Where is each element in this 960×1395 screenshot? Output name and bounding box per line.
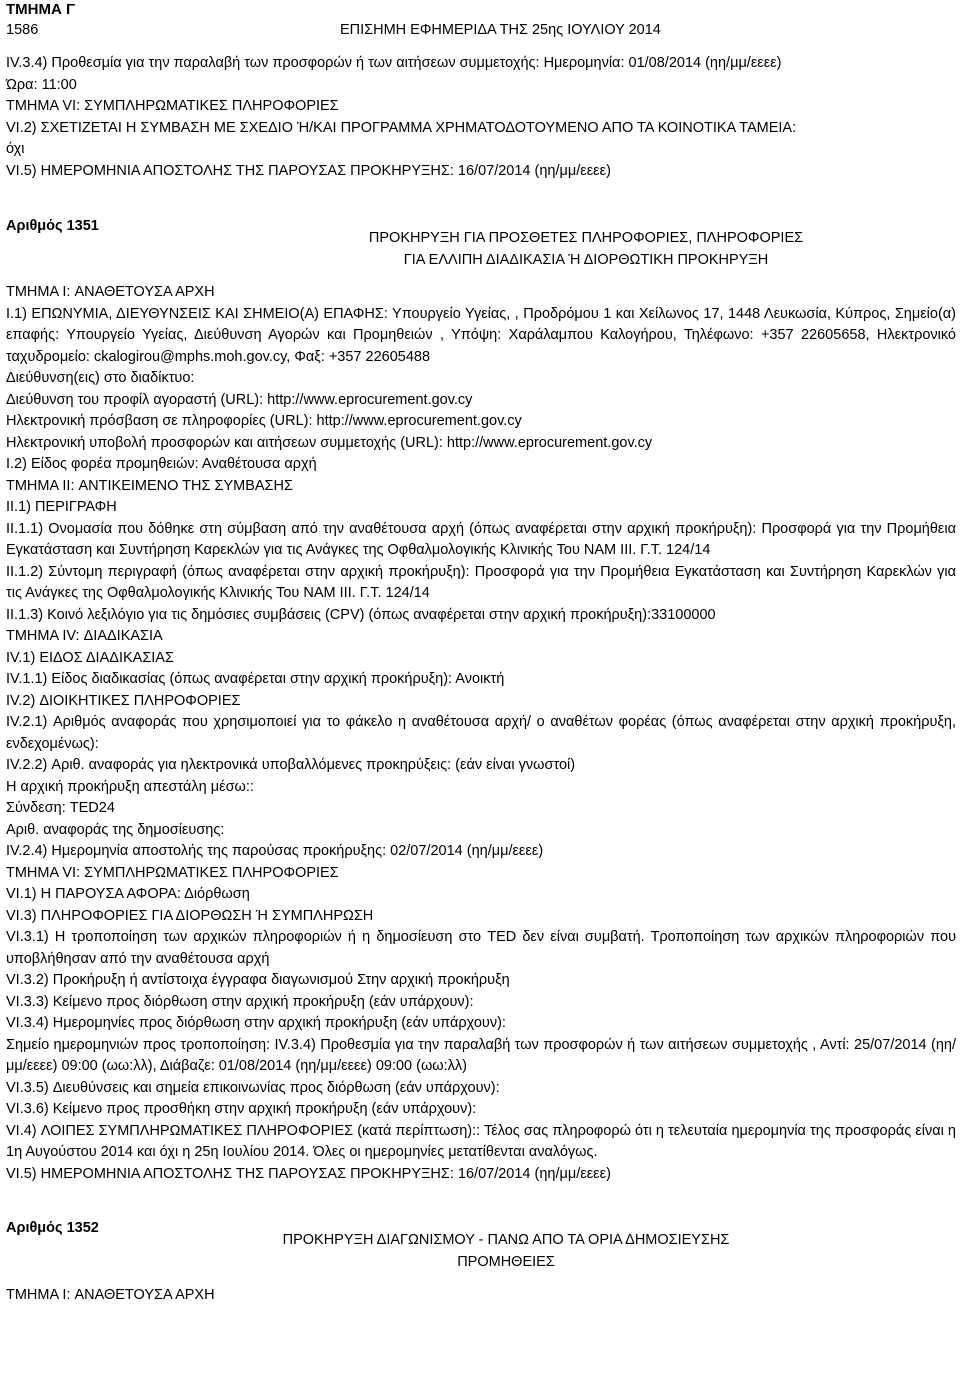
ted-login: Σύνδεση: TED24	[6, 800, 115, 816]
dates-to-correct: VI.3.4) Ημερομηνίες προς διόρθωση στην αρχική προκήρυξη (εάν υπάρχουν):	[6, 1015, 506, 1031]
dispatch-date: IV.2.4) Ημερομηνία αποστολής της παρούσας προκήρυξης: 02/07/2014 (ηη/μμ/εεεε)	[6, 843, 544, 859]
contract-title: II.1.1) Ονομασία που δόθηκε στη σύμβαση από την αναθέτουσα αρχή (όπως αναφέρεται στην αρχική προκήρυξη): Προσφορά για την Προμήθεια Εγκατάσταση και Συντήρηση Καρεκλών για τις Ανάγκες της Οφθαλμολογικής Κλινικής Του ΝΑΜ ΙΙΙ. Γ.Τ. 124/14	[6, 520, 956, 558]
electronic-reference: IV.2.2) Αριθ. αναφοράς για ηλεκτρονικά υποβαλλόμενες προκηρύξεις: (εάν είναι γνωστοί)	[6, 757, 576, 773]
contact-details: I.1) ΕΠΩΝΥΜΙΑ, ΔΙΕΥΘΥΝΣΕΙΣ ΚΑΙ ΣΗΜΕΙΟ(Α) ΕΠΑΦΗΣ: Υπουργείο Υγείας, , Προδρόμου 1 και Χείλωνος 17, 1448 Λευκωσία, Κύπρος, Σημείο(α) επαφής: Υπουργείο Υγείας, Διεύθυνση Αγορών και Προμηθειών , Υπόψη: Χαράλαμπου Καλογήρου, Τηλέφωνο: +357 22605658, Ηλεκτρονικό ταχυδρομείο: ckalogirou@mphs.moh.gov.cy, Φαξ: +357 22605488	[6, 305, 956, 365]
prev-deadline-time: Ώρα: 11:00	[6, 76, 77, 93]
section-heading: ΤΜΗΜΑ VI: ΣΥΜΠΛΗΡΩΜΑΤΙΚΕΣ ΠΛΗΡΟΦΟΡΙΕΣ	[6, 864, 339, 881]
page-number: 1586	[6, 22, 39, 38]
admin-info-heading: IV.2) ΔΙΟΙΚΗΤΙΚΕΣ ΠΛΗΡΟΦΟΡΙΕΣ	[6, 692, 241, 709]
sent-via: Η αρχική προκήρυξη απεστάλη μέσω::	[6, 778, 254, 795]
notice-title-line: ΠΡΟΚΗΡΥΞΗ ΓΙΑ ΠΡΟΣΘΕΤΕΣ ΠΛΗΡΟΦΟΡΙΕΣ, ΠΛΗΡΟΦΟΡΙΕΣ	[368, 230, 804, 246]
modification-note: VI.3.1) Η τροποποίηση των αρχικών πληροφοριών ή η δημοσίευση στο TED δεν είναι συμβατή. Τροποποίηση των αρχικών πληροφοριών που υποβλήθησαν από την αναθέτουσα αρχή	[6, 929, 956, 967]
submission-url: Ηλεκτρονική υποβολή προσφορών και αιτήσεων συμμετοχής (URL): http://www.eprocurement.gov.cy	[6, 434, 653, 451]
correction-heading: VI.3) ΠΛΗΡΟΦΟΡΙΕΣ ΓΙΑ ΔΙΟΡΘΩΣΗ Ή ΣΥΜΠΛΗΡΩΣΗ	[6, 907, 374, 924]
text-to-correct: VI.3.3) Κείμενο προς διόρθωση στην αρχική προκήρυξη (εάν υπάρχουν):	[6, 993, 474, 1010]
gazette-title: ΕΠΙΣΗΜΗ ΕΦΗΜΕΡΙΔΑ ΤΗΣ 25ης ΙΟΥΛΙΟΥ 2014	[340, 22, 661, 38]
running-header	[6, 19, 956, 41]
section-heading: ΤΜΗΜΑ I: ΑΝΑΘΕΤΟΥΣΑ ΑΡΧΗ	[6, 284, 215, 300]
prev-section-heading: ΤΜΗΜΑ VI: ΣΥΜΠΛΗΡΩΜΑΤΙΚΕΣ ΠΛΗΡΟΦΟΡΙΕΣ	[6, 98, 339, 114]
gazette-part-label: ΤΜΗΜΑ Γ	[6, 1, 76, 18]
cpv-code: II.1.3) Κοινό λεξιλόγιο για τις δημόσιες συμβάσεις (CPV) (όπως αναφέρεται στην αρχική προκήρυξη):33100000	[6, 606, 716, 623]
notice-concerns: VI.1) Η ΠΑΡΟΥΣΑ ΑΦΟΡΑ: Διόρθωση	[6, 886, 250, 902]
prev-dispatch-date: VI.5) ΗΜΕΡΟΜΗΝΙΑ ΑΠΟΣΤΟΛΗΣ ΤΗΣ ΠΑΡΟΥΣΑΣ ΠΡΟΚΗΡΥΞΗΣ: 16/07/2014 (ηη/μμ/εεεε)	[6, 162, 611, 179]
date-correction-detail: Σημείο ημερομηνιών προς τροποποίηση: IV.3.4) Προθεσμία για την παραλαβή των προσφορών ή των αιτήσεων συμμετοχής , Αντί: 25/07/2014 (ηη/μμ/εεεε) 09:00 (ωω:λλ), Διάβαζε: 01/08/2014 (ηη/μμ/εεεε) 09:00 (ωω:λλ)	[6, 1036, 956, 1074]
notice-title-line: ΓΙΑ ΕΛΛΙΠΗ ΔΙΑΔΙΚΑΣΙΑ Ή ΔΙΟΡΘΩΤΙΚΗ ΠΡΟΚΗΡΥΞΗ	[403, 252, 769, 268]
procedure-heading: IV.1) ΕΙΔΟΣ ΔΙΑΔΙΚΑΣΙΑΣ	[6, 649, 174, 666]
short-description: II.1.2) Σύντομη περιγραφή (όπως αναφέρεται στην αρχική προκήρυξη): Προσφορά για την Προμήθεια Εγκατάσταση και Συντήρηση Καρεκλών για τις Ανάγκες της Οφθαλμολογικής Κλινικής Του ΝΑΜ ΙΙΙ. Γ.Τ. 124/14	[6, 563, 956, 601]
section-heading: ΤΜΗΜΑ IV: ΔΙΑΔΙΚΑΣΙΑ	[6, 628, 163, 644]
procedure-type: IV.1.1) Είδος διαδικασίας (όπως αναφέρεται στην αρχική προκήρυξη): Ανοικτή	[6, 671, 505, 687]
additional-info: VI.4) ΛΟΙΠΕΣ ΣΥΜΠΛΗΡΩΜΑΤΙΚΕΣ ΠΛΗΡΟΦΟΡΙΕΣ (κατά περίπτωση):: Τέλος σας πληροφορώ ότι η τελευταία ημερομηνία της προσφοράς είναι η 1η Αυγούστου 2014 και όχι η 25η Ιουλίου 2014. Όλες οι ημερομηνίες μετατίθενται αναλόγως.	[6, 1122, 956, 1160]
gazette-page	[6, 0, 956, 1307]
text-to-add: VI.3.6) Κείμενο προς προσθήκη στην αρχική προκήρυξη (εάν υπάρχουν):	[6, 1101, 477, 1117]
buyer-profile-url: Διεύθυνση του προφίλ αγοραστή (URL): http://www.eprocurement.gov.cy	[6, 391, 473, 408]
description-heading: II.1) ΠΕΡΙΓΡΑΦΗ	[6, 499, 117, 515]
info-access-url: Ηλεκτρονική πρόσβαση σε πληροφορίες (URL): http://www.eprocurement.gov.cy	[6, 413, 522, 429]
prev-eu-funds: VI.2) ΣΧΕΤΙΖΕΤΑΙ Η ΣΥΜΒΑΣΗ ΜΕ ΣΧΕΔΙΟ Ή/ΚΑΙ ΠΡΟΓΡΑΜΜΑ ΧΡΗΜΑΤΟΔΟΤΟΥΜΕΝΟ ΑΠΟ ΤΑ ΚΟΙΝΟΤΙΚΑ ΤΑΜΕΙΑ:	[6, 119, 797, 136]
notice-1351-header	[6, 215, 956, 271]
web-addresses-heading: Διεύθυνση(εις) στο διαδίκτυο:	[6, 370, 195, 386]
notice-1352-header	[6, 1217, 956, 1273]
notice-1351-body	[6, 282, 956, 1185]
authority-type: I.2) Είδος φορέα προμηθειών: Αναθέτουσα αρχή	[6, 456, 317, 472]
notice-number: Αριθμός 1352	[6, 1220, 99, 1236]
notice-title	[216, 227, 956, 271]
section-heading: ΤΜΗΜΑ I: ΑΝΑΘΕΤΟΥΣΑ ΑΡΧΗ	[6, 1287, 215, 1303]
file-reference: IV.2.1) Αριθμός αναφοράς που χρησιμοποιεί για το φάκελο η αναθέτουσα αρχή/ ο αναθέτων φορέας (όπως αναφέρεται στην αρχική προκήρυξη, ενδεχομένως):	[6, 714, 956, 752]
dispatch-date: VI.5) ΗΜΕΡΟΜΗΝΙΑ ΑΠΟΣΤΟΛΗΣ ΤΗΣ ΠΑΡΟΥΣΑΣ ΠΡΟΚΗΡΥΞΗΣ: 16/07/2014 (ηη/μμ/εεεε)	[6, 1165, 611, 1182]
prev-notice-tail	[6, 53, 956, 182]
addresses-to-correct: VI.3.5) Διευθύνσεις και σημεία επικοινωνίας προς διόρθωση (εάν υπάρχουν):	[6, 1079, 500, 1096]
notice-documents: VI.3.2) Προκήρυξη ή αντίστοιχα έγγραφα διαγωνισμού Στην αρχική προκήρυξη	[6, 972, 510, 988]
publication-reference: Αριθ. αναφοράς της δημοσίευσης:	[6, 821, 225, 838]
prev-eu-funds-answer: όχι	[6, 141, 25, 157]
notice-number: Αριθμός 1351	[6, 218, 99, 234]
section-heading: ΤΜΗΜΑ II: ΑΝΤΙΚΕΙΜΕΝΟ ΤΗΣ ΣΥΜΒΑΣΗΣ	[6, 477, 293, 494]
notice-title: ΠΡΟΚΗΡΥΞΗ ΔΙΑΓΩΝΙΣΜΟΥ - ΠΑΝΩ ΑΠΟ ΤΑ ΟΡΙΑ ΔΗΜΟΣΙΕΥΣΗΣ ΠΡΟΜΗΘΕΙΕΣ	[282, 1232, 730, 1270]
prev-deadline: IV.3.4) Προθεσμία για την παραλαβή των προσφορών ή των αιτήσεων συμμετοχής: Ημερομηνία: 01/08/2014 (ηη/μμ/εεεε)	[6, 55, 782, 71]
